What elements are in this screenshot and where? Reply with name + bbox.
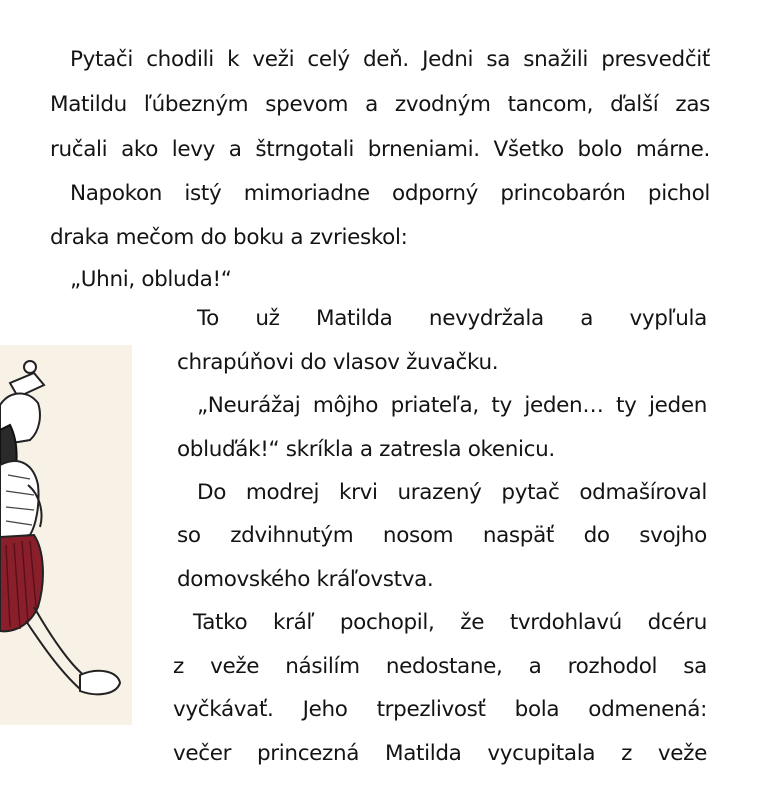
text-line: Do modrej krvi urazený pytač odmašíroval [197, 480, 707, 505]
text-line: Napokon istý mimoriadne odporný princobarón pichol [70, 181, 710, 206]
text-line: večer princezná Matilda vycupitala z veže [173, 741, 707, 766]
illustration-marching-figure [0, 345, 132, 725]
text-line: „Uhni, obluda!“ [70, 267, 232, 292]
text-line: vyčkávať. Jeho trpezlivosť bola odmenená: [173, 697, 707, 722]
text-line: so zdvihnutým nosom naspäť do svojho [177, 523, 707, 548]
text-line: Pytači chodili k veži celý deň. Jedni sa snažili presvedčiť [70, 47, 710, 72]
text-line: To už Matilda nevydržala a vypľula [197, 306, 707, 331]
text-line: Matildu ľúbezným spevom a zvodným tancom, ďalší zas [50, 92, 710, 117]
text-line: Tatko kráľ pochopil, že tvrdohlavú dcéru [193, 610, 707, 635]
text-line: ručali ako levy a štrngotali brneniami. Všetko bolo márne. [50, 137, 710, 162]
text-line: „Neurážaj môjho priateľa, ty jeden… ty jeden [197, 393, 707, 418]
text-line: draka mečom do boku a zvrieskol: [50, 225, 408, 250]
text-line: z veže násilím nedostane, a rozhodol sa [173, 654, 707, 679]
text-line: chrapúňovi do vlasov žuvačku. [177, 350, 499, 375]
text-line: domovského kráľovstva. [177, 567, 434, 592]
text-line: obluďák!“ skríkla a zatresla okenicu. [177, 437, 555, 462]
